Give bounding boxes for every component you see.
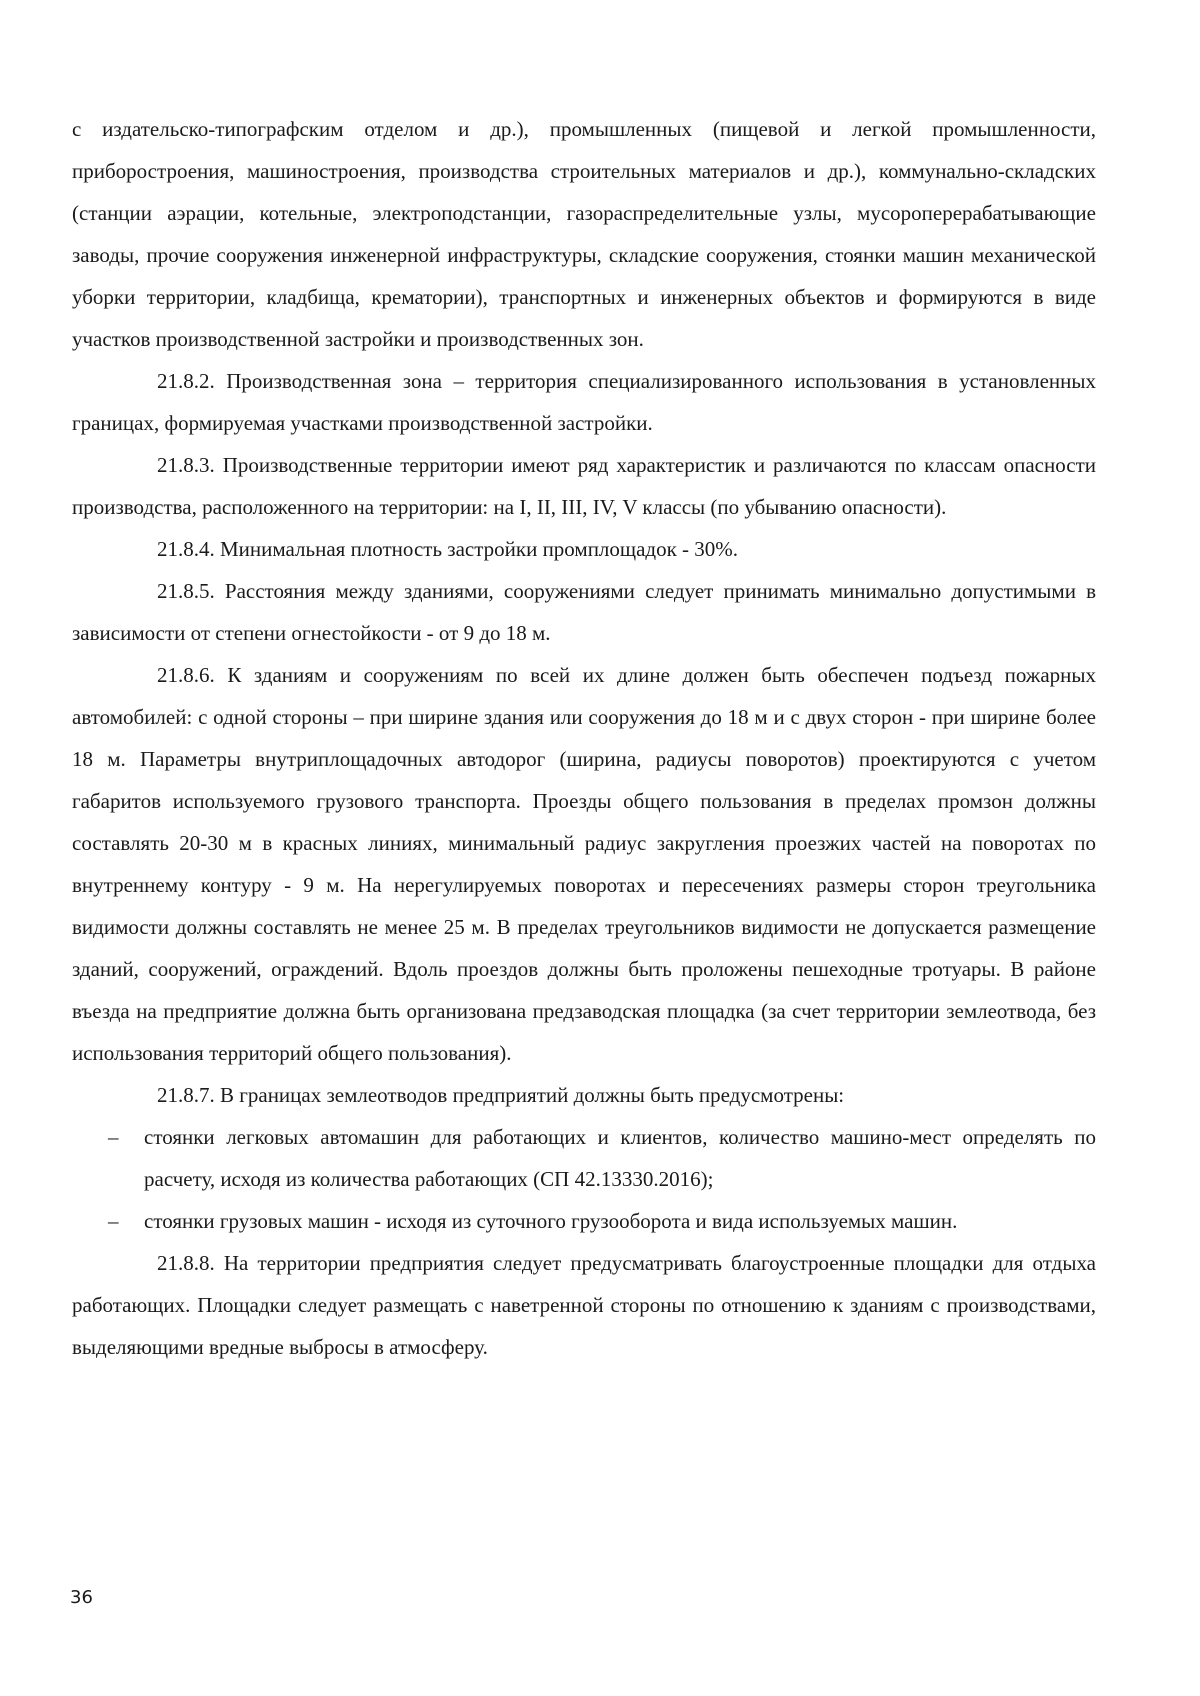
paragraph-21-8-5: 21.8.5. Расстояния между зданиями, сооружениями следует принимать минимально допустимыми в зависимости от степени огнестойкости - от 9 до 18 м. xyxy=(72,579,1096,645)
list-item xyxy=(72,1200,1096,1242)
parking-requirements-list xyxy=(72,1116,1096,1242)
list-item-text: стоянки грузовых машин - исходя из суточного грузооборота и вида используемых машин. xyxy=(144,1209,958,1233)
list-item-text: стоянки легковых автомашин для работающих и клиентов, количество машино-мест определять по расчету, исходя из количества работающих (СП 42.13330.2016); xyxy=(144,1125,1096,1191)
paragraph-21-8-4: 21.8.4. Минимальная плотность застройки промплощадок - 30%. xyxy=(157,537,739,561)
document-body xyxy=(72,108,1096,1368)
paragraph-21-8-2: 21.8.2. Производственная зона – территория специализированного использования в установленных границах, формируемая участками производственной застройки. xyxy=(72,369,1096,435)
paragraph-continuation: с издательско-типографским отделом и др.), промышленных (пищевой и легкой промышленности, приборостроения, машиностроения, производства строительных материалов и др.), коммунально-складских (станции аэрации, котельные, электроподстанции, газораспределительные узлы, мусороперерабатывающие заводы, прочие сооружения инженерной инфраструктуры, складские сооружения, стоянки машин механической уборки территории, кладбища, крематории), транспортных и инженерных объектов и формируются в виде участков производственной застройки и производственных зон. xyxy=(72,117,1096,351)
paragraph-21-8-8: 21.8.8. На территории предприятия следует предусматривать благоустроенные площадки для отдыха работающих. Площадки следует размещать с наветренной стороны по отношению к зданиям с производствами, выделяющими вредные выбросы в атмосферу. xyxy=(72,1251,1096,1359)
list-item xyxy=(72,1116,1096,1200)
paragraph-21-8-3: 21.8.3. Производственные территории имеют ряд характеристик и различаются по классам опасности производства, расположенного на территории: на I, II, III, IV, V классы (по убыванию опасности). xyxy=(72,453,1096,519)
paragraph-21-8-6: 21.8.6. К зданиям и сооружениям по всей их длине должен быть обеспечен подъезд пожарных автомобилей: с одной стороны – при ширине здания или сооружения до 18 м и с двух сторон - при ширине более 18 м. Параметры внутриплощадочных автодорог (ширина, радиусы поворотов) проектируются с учетом габаритов используемого грузового транспорта. Проезды общего пользования в пределах промзон должны составлять 20-30 м в красных линиях, минимальный радиус закругления проезжих частей на поворотах по внутреннему контуру - 9 м. На нерегулируемых поворотах и пересечениях размеры сторон треугольника видимости должны составлять не менее 25 м. В пределах треугольников видимости не допускается размещение зданий, сооружений, ограждений. Вдоль проездов должны быть проложены пешеходные тротуары. В районе въезда на предприятие должна быть организована предзаводская площадка (за счет территории землеотвода, без использования территорий общего пользования). xyxy=(72,663,1096,1065)
paragraph-21-8-7: 21.8.7. В границах землеотводов предприятий должны быть предусмотрены: xyxy=(157,1083,845,1107)
list-dash: – xyxy=(108,1209,119,1233)
page-number: 36 xyxy=(70,1587,93,1608)
list-dash: – xyxy=(108,1125,119,1149)
